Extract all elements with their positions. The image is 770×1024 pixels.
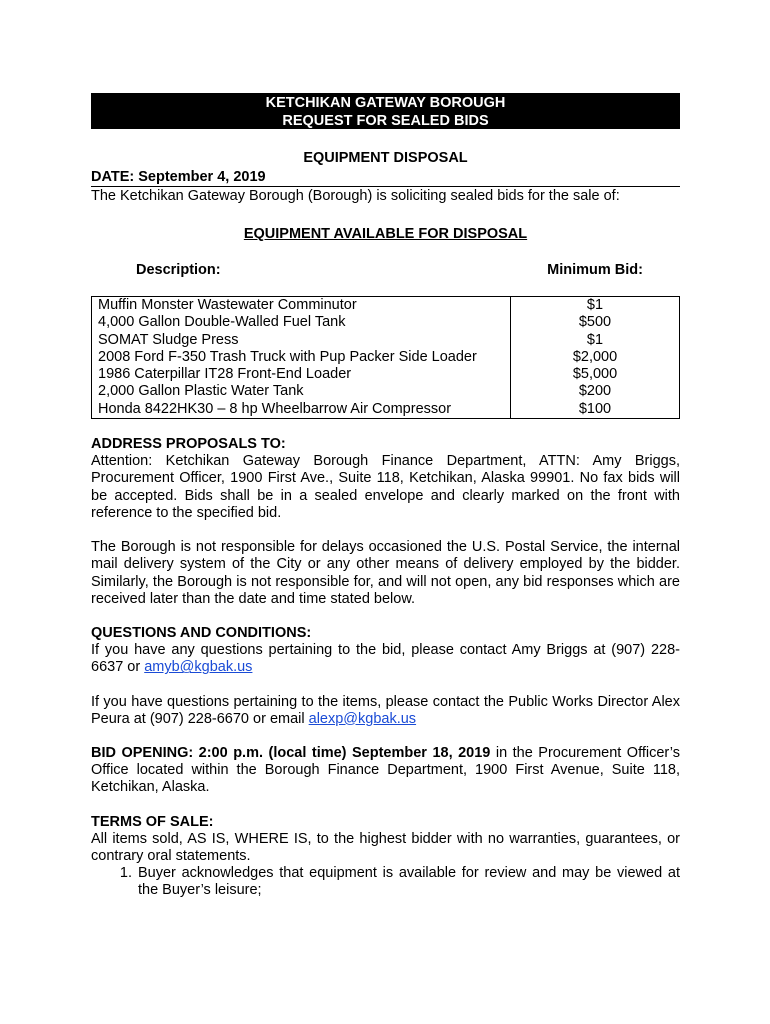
item-minimum-bid: $500 bbox=[511, 314, 680, 331]
address-body: Attention: Ketchikan Gateway Borough Finance Department, ATTN: Amy Briggs, Procurement Officer, 1900 First Ave., Suite 118, Ketchikan, Alaska 99901. No fax bids will be accepted. Bids shall be in a sealed envelope and clearly marked on the front with reference to the specified bid. bbox=[91, 453, 680, 521]
list-item: 1. Buyer acknowledges that equipment is available for review and may be viewed at the Buyer’s leisure; bbox=[136, 865, 680, 899]
document-subtitle: EQUIPMENT DISPOSAL bbox=[303, 150, 468, 166]
banner-line-1: KETCHIKAN GATEWAY BOROUGH bbox=[265, 95, 506, 111]
item-description: 2008 Ford F-350 Trash Truck with Pup Packer Side Loader bbox=[92, 349, 511, 366]
questions-heading: QUESTIONS AND CONDITIONS: bbox=[91, 624, 312, 641]
item-minimum-bid: $100 bbox=[511, 401, 680, 419]
address-section bbox=[91, 436, 680, 522]
date-line: DATE: September 4, 2019 bbox=[91, 169, 680, 187]
intro-text: The Ketchikan Gateway Borough (Borough) is soliciting sealed bids for the sale of: bbox=[91, 188, 620, 204]
item-description: Honda 8422HK30 – 8 hp Wheelbarrow Air Compressor bbox=[92, 401, 511, 419]
item-questions-paragraph bbox=[91, 694, 680, 728]
banner-line-2: REQUEST FOR SEALED BIDS bbox=[282, 113, 489, 129]
terms-list bbox=[91, 865, 680, 899]
alex-peura-email-link[interactable]: alexp@kgbak.us bbox=[308, 710, 417, 727]
item-description: Muffin Monster Wastewater Comminutor bbox=[92, 297, 511, 315]
bid-questions-text: If you have any questions pertaining to the bid, please contact Amy Briggs at (907) 228-6637 or bbox=[91, 642, 680, 676]
item-description: SOMAT Sludge Press bbox=[92, 332, 511, 349]
item-minimum-bid: $1 bbox=[511, 297, 680, 315]
minimum-bid-column-header: Minimum Bid: bbox=[547, 262, 643, 278]
equipment-table bbox=[91, 296, 680, 419]
table-row bbox=[92, 383, 680, 400]
amy-briggs-email-link[interactable]: amyb@kgbak.us bbox=[144, 659, 253, 676]
description-column-header: Description: bbox=[136, 262, 221, 278]
item-questions-text: If you have questions pertaining to the items, please contact the Public Works Director Alex Peura at (907) 228-6670 or email bbox=[91, 693, 680, 727]
equipment-heading: EQUIPMENT AVAILABLE FOR DISPOSAL bbox=[243, 226, 528, 242]
terms-heading: TERMS OF SALE: bbox=[91, 813, 214, 830]
table-row bbox=[92, 366, 680, 383]
document-page bbox=[91, 93, 680, 900]
column-headers bbox=[91, 262, 680, 279]
responsibility-paragraph: The Borough is not responsible for delays occasioned the U.S. Postal Service, the internal mail delivery system of the City or any other means of delivery employed by the bidder. Similarly, the Borough is not responsible for, and will not open, any bid responses which are received later than the date and time stated below. bbox=[91, 539, 680, 607]
item-minimum-bid: $200 bbox=[511, 383, 680, 400]
table-row bbox=[92, 314, 680, 331]
bid-opening-paragraph bbox=[91, 745, 680, 797]
table-row bbox=[92, 349, 680, 366]
address-heading: ADDRESS PROPOSALS TO: bbox=[91, 436, 286, 453]
terms-section bbox=[91, 814, 680, 900]
bid-questions-paragraph bbox=[91, 642, 680, 676]
item-minimum-bid: $2,000 bbox=[511, 349, 680, 366]
table-row bbox=[92, 332, 680, 349]
item-minimum-bid: $1 bbox=[511, 332, 680, 349]
bid-opening-location: in the Procurement Officer’s Office located within the Borough Finance Department, 1900 First Avenue, Suite 118, Ketchikan, Alaska. bbox=[91, 744, 680, 796]
title-banner bbox=[91, 93, 680, 129]
item-description: 1986 Caterpillar IT28 Front-End Loader bbox=[92, 366, 511, 383]
item-description: 4,000 Gallon Double-Walled Fuel Tank bbox=[92, 314, 511, 331]
item-minimum-bid: $5,000 bbox=[511, 366, 680, 383]
questions-section bbox=[91, 625, 680, 677]
bid-opening-label: BID OPENING: 2:00 p.m. (local time) September 18, 2019 bbox=[91, 744, 491, 761]
table-row bbox=[92, 401, 680, 419]
table-row bbox=[92, 297, 680, 315]
item-description: 2,000 Gallon Plastic Water Tank bbox=[92, 383, 511, 400]
terms-body: All items sold, AS IS, WHERE IS, to the highest bidder with no warranties, guarantees, or contrary oral statements. bbox=[91, 830, 680, 864]
